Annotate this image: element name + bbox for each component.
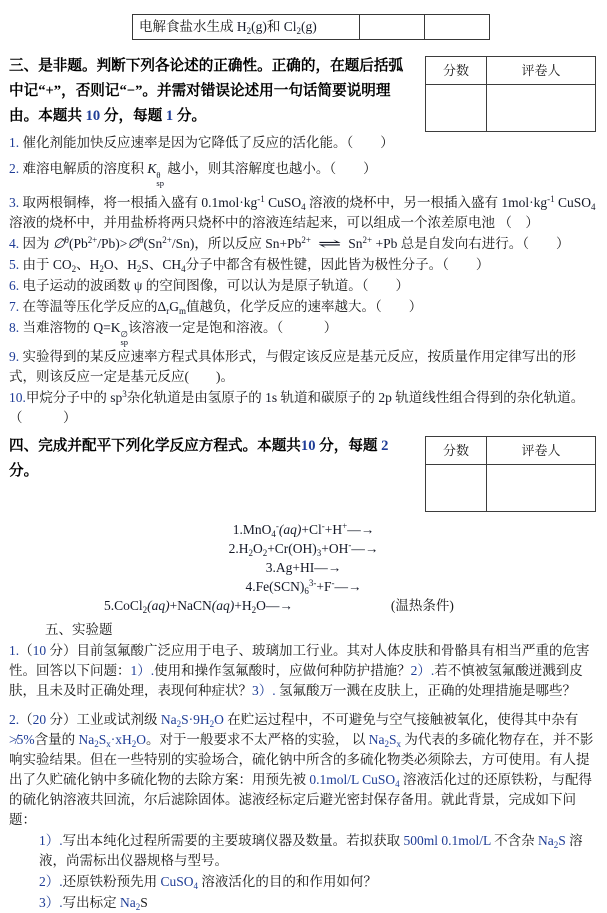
reviewer-value-cell [487, 85, 596, 132]
section-3 [9, 54, 598, 428]
condition-note: (温热条件) [390, 598, 454, 613]
section-5-title: 五、实验题 [45, 622, 113, 637]
experiment-question-2: 2.（20 分）工业或试剂级 $Na_2S\cdot 9H_2O$ 在贮运过程中，不可避免与空气接触被氧化，使得其中杂有≯5%含量的 $Na_2S_x\cdot xH_2O$。对于一般要求不太严格的实验， 以 $Na_2S_x$ 为代表的多硫化物存在，并不影响实验结果。但在一些特别的实验场合，硫化钠中所含的多硫化物类必须除去，方可使用。有人提出了久贮硫化钠中多硫化物的去除方案：用预先被 0.1mol/L CuSO$_4$ 溶液活化过的还原铁粉，与配得的硫化钠溶液共回流，尔后滤除固体。滤液经标定后避光密封保存备用。就此背景，完成如下问题： [9, 712, 594, 827]
empty-answer-cell [425, 15, 490, 40]
equation-1: 1.MnO$_4$-(aq)+Cl-+H+—→ [232, 521, 375, 539]
carryover-answer-table [132, 14, 490, 40]
reviewer-value-cell [487, 465, 596, 512]
tf-question-3: 3. 取两根铜棒，将一根插入盛有 $0.1mol\cdot kg^{-1}$ CuSO$_4$ 溶液的烧杯中，另一根插入盛有 $1mol\cdot kg^{-1}$ CuSO$_4$溶液的烧杯中，并用盐桥将两只烧杯中的溶液连结起来，可以组成一个浓差原电池 （ ） [9, 194, 596, 230]
reviewer-label: 评卷人 [487, 57, 596, 85]
table-row [133, 15, 490, 40]
equation-5-formula: $5.CoCl_2(aq)+NaCN(aq)+H_2O—\to$ [104, 598, 293, 615]
section-3-title: 三、是非题。判断下列各论述的正确性。正确的，在题后括弧中记“+”，否则记“−”。并需对错误论述用一句话简要说明理由。本题共 10 分，每题 1 分。 [9, 58, 404, 124]
tf-question-5: 5. 由于 $CO_2$、$H_2O$、$H_2S$、$CH_4$分子中都含有极性键，因此皆为极性分子。（ ） [9, 257, 490, 274]
score-box-section-3 [425, 56, 596, 132]
ksp-supsub: θ sp [156, 170, 164, 188]
experiment-question-1: 1.（10 分）目前氢氟酸广泛应用于电子、玻璃加工行业。其对人体皮肤和骨骼具有相当严重的危害性。回答以下问题：1）.使用和操作氢氟酸时，应做何种防护措施？2）.若不慎被氢氟酸迸溅到皮肤，且未及时正确处理，表现何种症状？3）. 氢氟酸万一溅在皮肤上，正确的处理措施是哪些？ [9, 643, 590, 698]
tf-question-7: 7. 在等温等压化学反应的$\Delta_rG_m$值越负，化学反应的速率越大。（ ） [9, 299, 423, 316]
score-value-cell [426, 465, 487, 512]
experiment-q2-sub-1: 1）.写出本纯化过程所需要的主要玻璃仪器及数量。若拟获取 500ml 0.1mol/L 不含杂 $Na_2S$ 溶液，尚需标出仪器规格与型号。 [39, 833, 583, 868]
score-box-section-4 [425, 436, 596, 512]
tf-question-8: 8. 当难溶物的 Q=K ∅ sp 该溶液一定是饱和溶液。（ ） [9, 320, 338, 347]
score-box-header [426, 57, 596, 85]
score-box-empty-row [426, 85, 596, 132]
reaction-cell: 电解食盐水生成 $H_2(g)$和 $Cl_2(g)$ [133, 15, 360, 40]
ksp-supsub: ∅ sp [120, 329, 129, 347]
equation-4: $4.Fe(SCN)_6^{3-}+F^-—\to$ [245, 578, 362, 596]
score-value-cell [426, 85, 487, 132]
experiment-q2-sub-2: 2）.还原铁粉预先用 CuSO$_4$ 溶液活化的目的和作用如何？ [39, 874, 377, 891]
tf-question-10: 10.甲烷分子中的 $sp^3$杂化轨道是由氢原子的 1s 轨道和碳原子的 2p 轨道线性组合得到的杂化轨道。（ ） [9, 389, 585, 425]
section-4 [9, 434, 598, 484]
equation-2: $2.H_2O_2+Cr(OH)_3+OH^-—\to$ [228, 540, 379, 558]
equation-3: 3.Ag+HI—→ [265, 560, 342, 575]
score-label: 分数 [426, 57, 487, 85]
tf-question-9: 9. 实验得到的某反应速率方程式具体形式，与假定该反应是基元反应，按质量作用定律写出的形式，则该反应一定是基元反应( )。 [9, 349, 576, 384]
section-4-title: 四、完成并配平下列化学反应方程式。本题共10 分，每题 2分。 [9, 438, 389, 479]
tf-question-6: 6. 电子运动的波函数 ψ 的空间图像，可以认为是原子轨道。（ ） [9, 278, 409, 293]
tf-question-1: 1. 催化剂能加快反应速率是因为它降低了反应的活化能。（ ） [9, 135, 394, 150]
score-box-empty-row [426, 465, 596, 512]
equilibrium-arrow-icon: ⇌ [317, 236, 342, 251]
equation-list [9, 520, 598, 615]
equation-5 [9, 596, 598, 615]
score-label: 分数 [426, 437, 487, 465]
tf-question-2: 2. 难溶电解质的溶度积 K θ sp 越小，则其溶解度也越小。（ ） [9, 161, 377, 188]
empty-answer-cell [360, 15, 425, 40]
experiment-q2-sub-3: 3）.写出标定 $Na_2S$ [39, 895, 148, 912]
score-box-header [426, 437, 596, 465]
reviewer-label: 评卷人 [487, 437, 596, 465]
tf-question-4: 4. 因为 $\emptyset^\theta(Pb^{2+}/Pb)>\emptyset^\theta(Sn^{2+}/Sn)$，所以反应 $Sn+Pb^{2+}$ ⇌ $Sn^{2+} +Pb$ 总是自发向右进行。（ ） [9, 234, 598, 254]
